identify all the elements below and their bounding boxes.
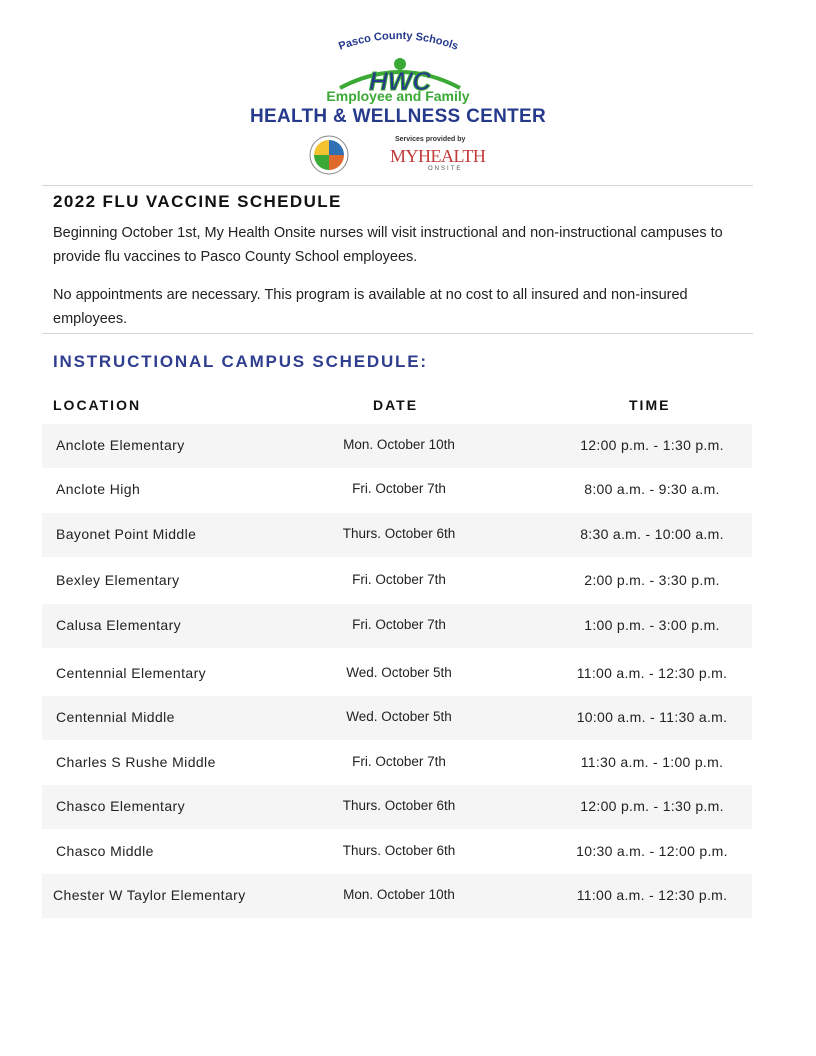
cell-date: Fri. October 7th bbox=[352, 481, 446, 496]
divider-bottom bbox=[42, 333, 753, 334]
header-logo bbox=[0, 22, 816, 182]
cell-time: 10:30 a.m. - 12:00 p.m. bbox=[576, 843, 728, 859]
cell-location: Anclote Elementary bbox=[56, 437, 185, 453]
logo-subtitle-center: HEALTH & WELLNESS CENTER bbox=[249, 106, 547, 127]
cell-location: Centennial Elementary bbox=[56, 665, 207, 681]
table-row bbox=[42, 559, 752, 603]
intro-paragraph-2: No appointments are necessary. This program is available at no cost to all insured and non-insured employees. bbox=[53, 287, 688, 327]
myhealth-logo: MYHEALTH bbox=[390, 146, 486, 166]
myhealth-onsite-label: ONSITE bbox=[428, 166, 463, 172]
cell-date: Mon. October 10th bbox=[343, 437, 455, 452]
table-row bbox=[42, 604, 752, 648]
intro-paragraph-1: Beginning October 1st, My Health Onsite nurses will visit instructional and non-instructional campuses to provide flu vaccines to Pasco County School employees. bbox=[53, 225, 723, 265]
cell-location: Chasco Elementary bbox=[56, 798, 185, 814]
org-arc-text bbox=[0, 22, 816, 62]
cell-location: Charles S Rushe Middle bbox=[56, 754, 216, 770]
hwc-letters: HWC bbox=[368, 66, 432, 94]
svg-text:Pasco County Schools: Pasco County Schools bbox=[337, 29, 460, 53]
cell-date: Wed. October 5th bbox=[346, 709, 452, 724]
column-header-date: DATE bbox=[373, 397, 419, 413]
table-row bbox=[42, 696, 752, 740]
table-row bbox=[42, 424, 752, 468]
cell-location: Centennial Middle bbox=[56, 709, 175, 725]
pasco-seal-logo bbox=[308, 134, 350, 176]
cell-date: Thurs. October 6th bbox=[342, 526, 456, 541]
cell-time: 1:00 p.m. - 3:00 p.m. bbox=[584, 617, 720, 633]
divider-top bbox=[42, 185, 753, 186]
page-title: 2022 FLU VACCINE SCHEDULE bbox=[53, 192, 342, 211]
column-header-location: LOCATION bbox=[53, 397, 142, 413]
table-row bbox=[42, 785, 752, 829]
column-header-time: TIME bbox=[629, 397, 671, 413]
table-row bbox=[42, 652, 752, 696]
cell-time: 11:00 a.m. - 12:30 p.m. bbox=[576, 887, 728, 903]
cell-time: 2:00 p.m. - 3:30 p.m. bbox=[584, 572, 720, 588]
cell-time: 8:30 a.m. - 10:00 a.m. bbox=[580, 526, 724, 542]
cell-location: Chester W Taylor Elementary bbox=[53, 887, 246, 903]
cell-date: Fri. October 7th bbox=[352, 617, 446, 632]
cell-date: Wed. October 5th bbox=[346, 665, 452, 680]
cell-time: 11:00 a.m. - 12:30 p.m. bbox=[576, 665, 728, 681]
cell-location: Anclote High bbox=[56, 481, 141, 497]
cell-time: 12:00 p.m. - 1:30 p.m. bbox=[580, 437, 724, 453]
table-row bbox=[42, 468, 752, 512]
section-title: INSTRUCTIONAL CAMPUS SCHEDULE: bbox=[53, 352, 428, 371]
cell-date: Thurs. October 6th bbox=[342, 843, 456, 858]
table-row bbox=[42, 874, 752, 918]
cell-date: Thurs. October 6th bbox=[342, 798, 456, 813]
cell-date: Mon. October 10th bbox=[343, 887, 455, 902]
cell-location: Bayonet Point Middle bbox=[56, 526, 197, 542]
table-row bbox=[42, 830, 752, 874]
cell-time: 11:30 a.m. - 1:00 p.m. bbox=[580, 754, 724, 770]
cell-location: Calusa Elementary bbox=[56, 617, 182, 633]
logo-subtitle-employee: Employee and Family bbox=[326, 88, 470, 104]
cell-date: Fri. October 7th bbox=[352, 754, 446, 769]
cell-time: 12:00 p.m. - 1:30 p.m. bbox=[580, 798, 724, 814]
table-row bbox=[42, 513, 752, 557]
cell-time: 10:00 a.m. - 11:30 a.m. bbox=[576, 709, 728, 725]
cell-location: Chasco Middle bbox=[56, 843, 154, 859]
table-row bbox=[42, 741, 752, 785]
cell-time: 8:00 a.m. - 9:30 a.m. bbox=[584, 481, 720, 497]
cell-location: Bexley Elementary bbox=[56, 572, 180, 588]
services-provided-label: Services provided by bbox=[395, 136, 466, 143]
cell-date: Fri. October 7th bbox=[352, 572, 446, 587]
